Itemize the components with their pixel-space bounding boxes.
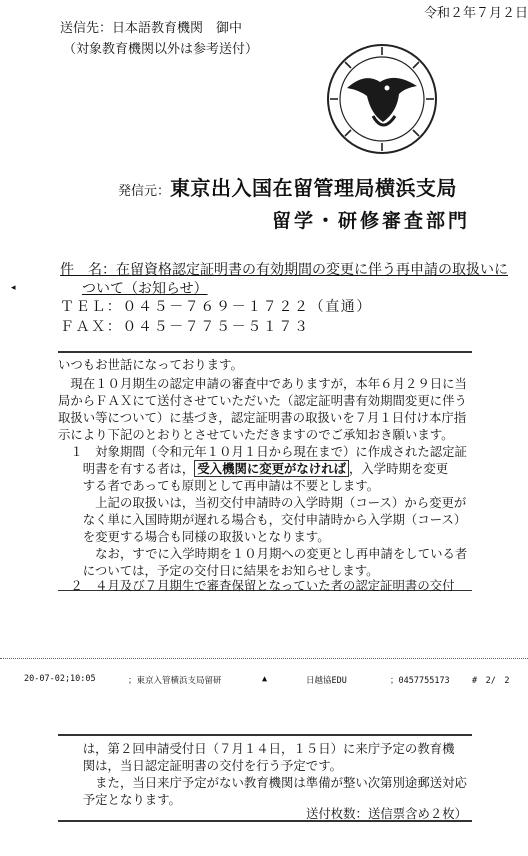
margin-mark: ◂	[11, 283, 16, 293]
subject-line-2: ついて（お知らせ）	[82, 281, 208, 297]
body-line: は，第２回申請受付日（７月１４日，１５日）に来庁予定の教育機	[58, 741, 455, 756]
fax-name: 日越協EDU	[306, 676, 347, 686]
body-line: 局からＦＡＸにて送付させていただいた（認定証明書有効期間変更に伴う	[58, 393, 467, 408]
notice-body-continued	[58, 734, 472, 822]
fax-transmission-header	[24, 674, 516, 688]
contact-tel: ＴＥＬ：０４５－７６９－１７２２（直通）	[60, 299, 372, 315]
body-line: する者であっても原則として再申請は不要とします。	[58, 478, 380, 493]
sender-line	[118, 172, 457, 201]
agency-seal-icon	[325, 42, 440, 157]
body-line: １ 対象期間（令和元年１０月１日から現在まで）に作成された認定証	[58, 444, 467, 459]
body-line: 取扱い等について）に基づき，認定証明書の取扱いを７月１日付け本庁指	[58, 410, 467, 425]
contact-fax: ＦＡＸ：０４５－７７５－５１７３	[60, 319, 310, 335]
body-line: を変更する場合も同様の取扱いとなります。	[58, 529, 330, 544]
body-line: については，予定の交付日に結果をお知らせします。	[58, 563, 379, 578]
recipient-note: （対象教育機関以外は参考送付）	[63, 42, 259, 57]
fax-marker-icon: ▲	[262, 674, 268, 684]
body-line: なく単に入国時期が遅れる場合も，交付申請時から入学期（コース）	[58, 512, 467, 527]
recipient: 送信先：日本語教育機関 御中	[60, 21, 243, 36]
document-date: 令和２年７月２日	[424, 6, 528, 21]
fax-page: # 2/ 2	[472, 676, 510, 686]
body-line: ２ ４月及び７月期生で審査保留となっていた者の認定証明書の交付	[58, 578, 455, 593]
body-line: 関は，当日認定証明書の交付を行う予定です。	[58, 758, 342, 773]
page-count: 送付枚数：送信票含め２枚）	[306, 806, 468, 821]
body-line: 上記の取扱いは，当初交付申請時の入学時期（コース）から変更が	[58, 495, 467, 510]
sender-organization: 東京出入国在留管理局横浜支局	[170, 176, 458, 200]
body-text: ，入学時期を変更	[348, 461, 449, 476]
fax-number: ；0457755173	[390, 676, 450, 686]
body-line: また，当日来庁予定がない教育機関は準備が整い次第別途郵送対応	[58, 775, 467, 790]
sender-section: 留学・研修審査部門	[272, 210, 471, 232]
body-text: 明書を有する者は，	[58, 461, 195, 476]
body-line: いつもお世話になっております。	[58, 357, 243, 372]
body-line: 予定となります。	[58, 792, 181, 807]
fax-datetime: 20-07-02;10:05	[24, 674, 96, 684]
highlighted-condition: 受入機関に変更がなければ	[194, 460, 349, 477]
body-line: 現在１０月期生の認定申請の審査中でありますが，本年６月２９日に当	[58, 376, 467, 391]
fax-sender: ；東京入管横浜支局留研	[128, 676, 222, 686]
sender-label: 発信元：	[118, 184, 171, 199]
body-line: なお，すでに入学時期を１０月期への変更とし再申請をしている者	[58, 546, 468, 561]
body-line: 示により下記のとおりとさせていただきますのでご承知おき願います。	[58, 427, 454, 442]
notice-body	[58, 351, 472, 591]
page-divider	[0, 658, 528, 659]
subject-line-1: 件 名：在留資格認定証明書の有効期間の変更に伴う再申請の取扱いに	[60, 262, 508, 278]
body-line	[58, 459, 448, 477]
